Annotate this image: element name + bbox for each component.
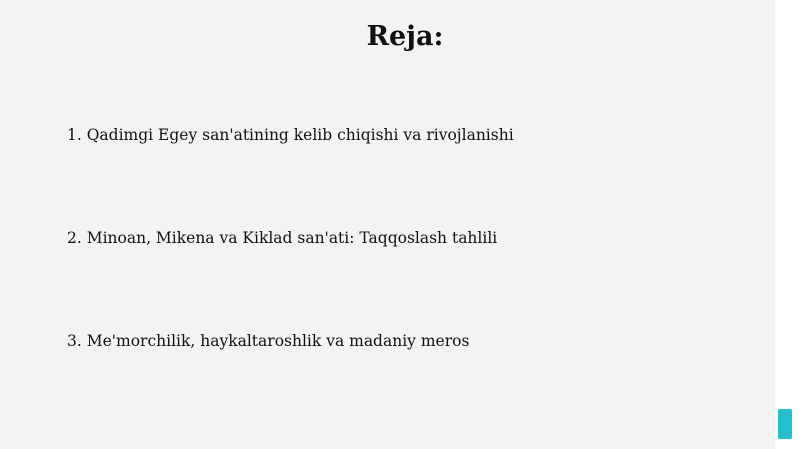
slide-title: Reja: [366,21,444,52]
scrollbar-track[interactable] [775,0,800,449]
plan-item-3: 3. Me'morchilik, haykaltaroshlik va madaniy meros [67,332,470,350]
scrollbar-thumb[interactable] [778,409,792,439]
plan-item-1: 1. Qadimgi Egey san'atining kelib chiqishi va rivojlanishi [67,126,514,144]
plan-item-2: 2. Minoan, Mikena va Kiklad san'ati: Taqqoslash tahlili [67,229,498,247]
